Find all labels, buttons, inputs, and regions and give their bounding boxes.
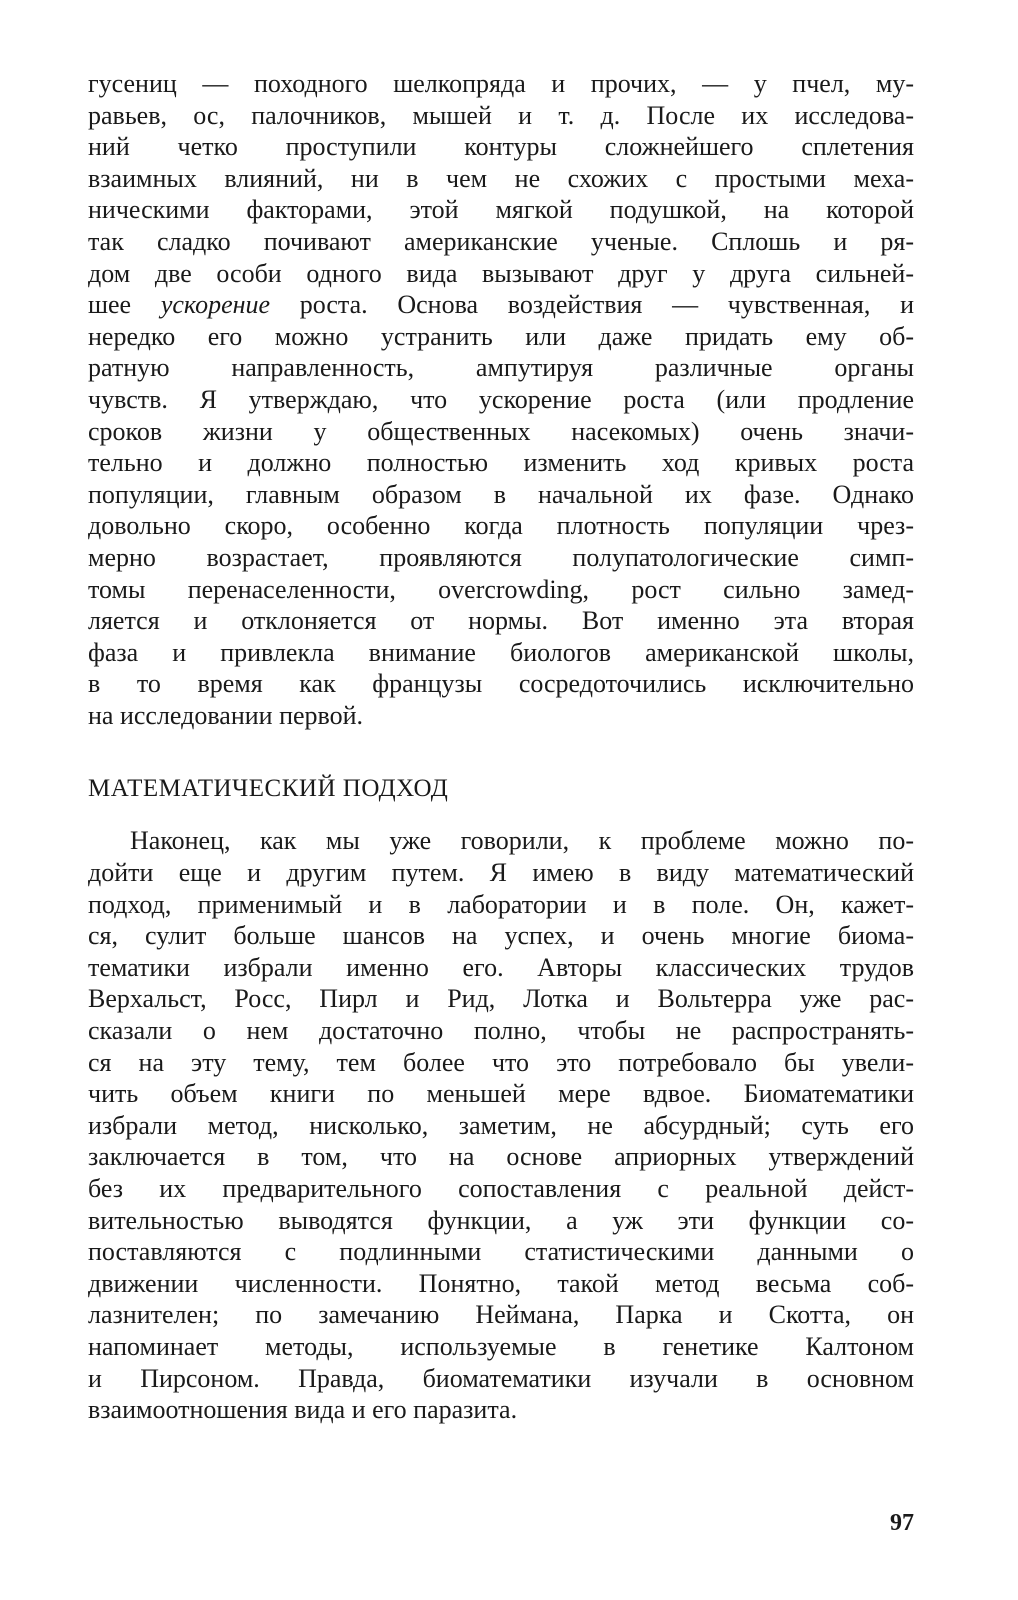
text-line: ний четко проступили контуры сложнейшего сплетения: [88, 132, 914, 162]
text-fragment: роста. Основа воздействия — чувственная, и: [270, 290, 914, 320]
text-line: подход, применимый и в лаборатории и в поле. Он, кажет-: [88, 889, 914, 919]
text-line: мерно возрастает, проявляются полупатологические симп-: [88, 542, 914, 572]
paragraph-2: [88, 825, 914, 1425]
page-content: [88, 68, 914, 1426]
text-line: гусениц — походного шелкопряда и прочих, — у пчел, му-: [88, 69, 914, 98]
text-line: взаимных влияний, ни в чем не схожих с простыми меха-: [88, 163, 914, 193]
text-line: поставляются с подлинными статистическими данными о: [88, 1237, 914, 1267]
text-line: вительностью выводятся функции, а уж эти функции со-: [88, 1205, 914, 1235]
text-line: нередко его можно устранить или даже придать ему об-: [88, 321, 914, 351]
text-line: напоминает методы, используемые в генетике Калтоном: [88, 1331, 914, 1361]
text-line: чувств. Я утверждаю, что ускорение роста (или продление: [88, 384, 914, 414]
text-line: тематики избрали именно его. Авторы классических трудов: [88, 952, 914, 982]
text-line: взаимоотношения вида и его паразита.: [88, 1395, 518, 1425]
text-line: дом две особи одного вида вызывают друг у друга сильней-: [88, 258, 914, 288]
text-line: довольно скоро, особенно когда плотность популяции чрез-: [88, 511, 914, 541]
text-line: [88, 289, 914, 321]
text-line: ратную направленность, ампутируя различные органы: [88, 353, 914, 383]
text-line: Наконец, как мы уже говорили, к проблеме можно по-: [130, 826, 914, 856]
text-line: без их предварительного сопоставления с реальной дейст-: [88, 1174, 914, 1203]
text-line: чить объем книги по меньшей мере вдвое. Биоматематики: [88, 1079, 914, 1109]
page-number: 97: [890, 1510, 914, 1536]
text-line: тельно и должно полностью изменить ход кривых роста: [88, 448, 914, 478]
text-line: лазнителен; по замечанию Неймана, Парка и Скотта, он: [88, 1300, 914, 1330]
text-line: на исследовании первой.: [88, 700, 364, 730]
text-line: избрали метод, нисколько, заметим, не абсурдный; суть его: [88, 1110, 914, 1140]
text-line: равьев, ос, палочников, мышей и т. д. После их исследова-: [88, 100, 914, 130]
text-line: Верхальст, Росс, Пирл и Рид, Лотка и Вольтерра уже рас-: [88, 984, 914, 1014]
text-line: движении численности. Понятно, такой метод весьма соб-: [88, 1268, 914, 1298]
text-line: томы перенаселенности, overcrowding, рост сильно замед-: [88, 574, 914, 604]
section-heading: МАТЕМАТИЧЕСКИЙ ПОДХОД: [88, 775, 449, 803]
text-line: в то время как французы сосредоточились исключительно: [88, 669, 914, 699]
text-line: и Пирсоном. Правда, биоматематики изучали в основном: [88, 1363, 914, 1393]
paragraph-1: [88, 68, 914, 731]
text-fragment: шее: [88, 290, 161, 320]
text-line: дойти еще и другим путем. Я имею в виду математический: [88, 858, 914, 888]
text-line: ляется и отклоняется от нормы. Вот именно эта вторая: [88, 606, 914, 636]
text-line: фаза и привлекла внимание биологов американской школы,: [88, 637, 914, 667]
text-line: ся на эту тему, тем более что это потребовало бы увели-: [88, 1047, 914, 1077]
text-line: популяции, главным образом в начальной их фазе. Однако: [88, 479, 914, 509]
text-line: сказали о нем достаточно полно, чтобы не распространять-: [88, 1016, 914, 1046]
text-line: ническими факторами, этой мягкой подушкой, на которой: [88, 195, 914, 225]
emphasis-text: ускорение: [160, 290, 271, 320]
text-line: так сладко почивают американские ученые. Сплошь и ря-: [88, 226, 914, 256]
text-line: ся, сулит больше шансов на успех, и очень многие биома-: [88, 921, 914, 951]
text-line: сроков жизни у общественных насекомых) очень значи-: [88, 416, 914, 446]
text-line: заключается в том, что на основе априорных утверждений: [88, 1142, 914, 1172]
